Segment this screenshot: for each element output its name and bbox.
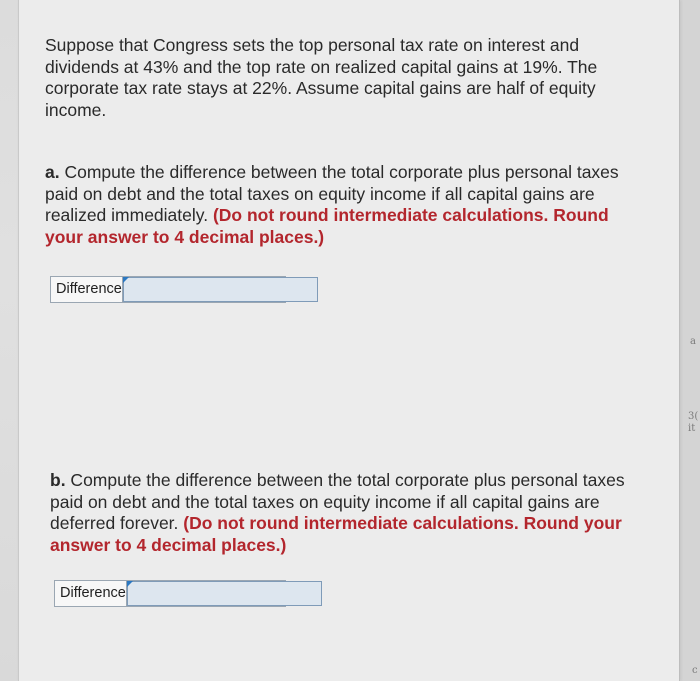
edge-text-fragment: c — [692, 665, 698, 676]
question-b — [50, 470, 640, 556]
question-letter: b. — [50, 470, 66, 490]
difference-input-a[interactable] — [123, 277, 318, 302]
answer-input-wrapper — [123, 277, 318, 302]
answer-label: Difference — [51, 277, 123, 302]
input-corner-marker-icon — [123, 277, 129, 283]
rounding-instructions: (Do not round intermediate calculations. Round your answer to 4 decimal places.) — [50, 513, 622, 555]
question-letter: a. — [45, 162, 60, 182]
question-text: Compute the difference between the total corporate plus personal taxes paid on debt and the total taxes on equity income if all capital gains are realized immediately. — [45, 162, 619, 225]
difference-input-b[interactable] — [127, 581, 322, 606]
input-corner-marker-icon — [127, 581, 133, 587]
edge-text-fragment: 3( — [688, 411, 699, 422]
rounding-instructions: (Do not round intermediate calculations. Round your answer to 4 decimal places.) — [45, 205, 609, 247]
edge-text-fragment: it — [688, 423, 696, 434]
answer-row-b — [54, 580, 286, 607]
edge-text-fragment: a — [690, 336, 696, 347]
question-a — [45, 162, 635, 248]
question-text: Compute the difference between the total corporate plus personal taxes paid on debt and the total taxes on equity income if all capital gains are deferred forever. — [50, 470, 625, 533]
answer-row-a — [50, 276, 286, 303]
answer-label: Difference — [55, 581, 127, 606]
problem-statement — [45, 35, 645, 121]
answer-input-wrapper — [127, 581, 322, 606]
problem-text: Suppose that Congress sets the top personal tax rate on interest and dividends at 43% and the top rate on realized capital gains at 19%. The corporate tax rate stays at 22%. Assume capital gains are half of equity income. — [45, 35, 598, 120]
